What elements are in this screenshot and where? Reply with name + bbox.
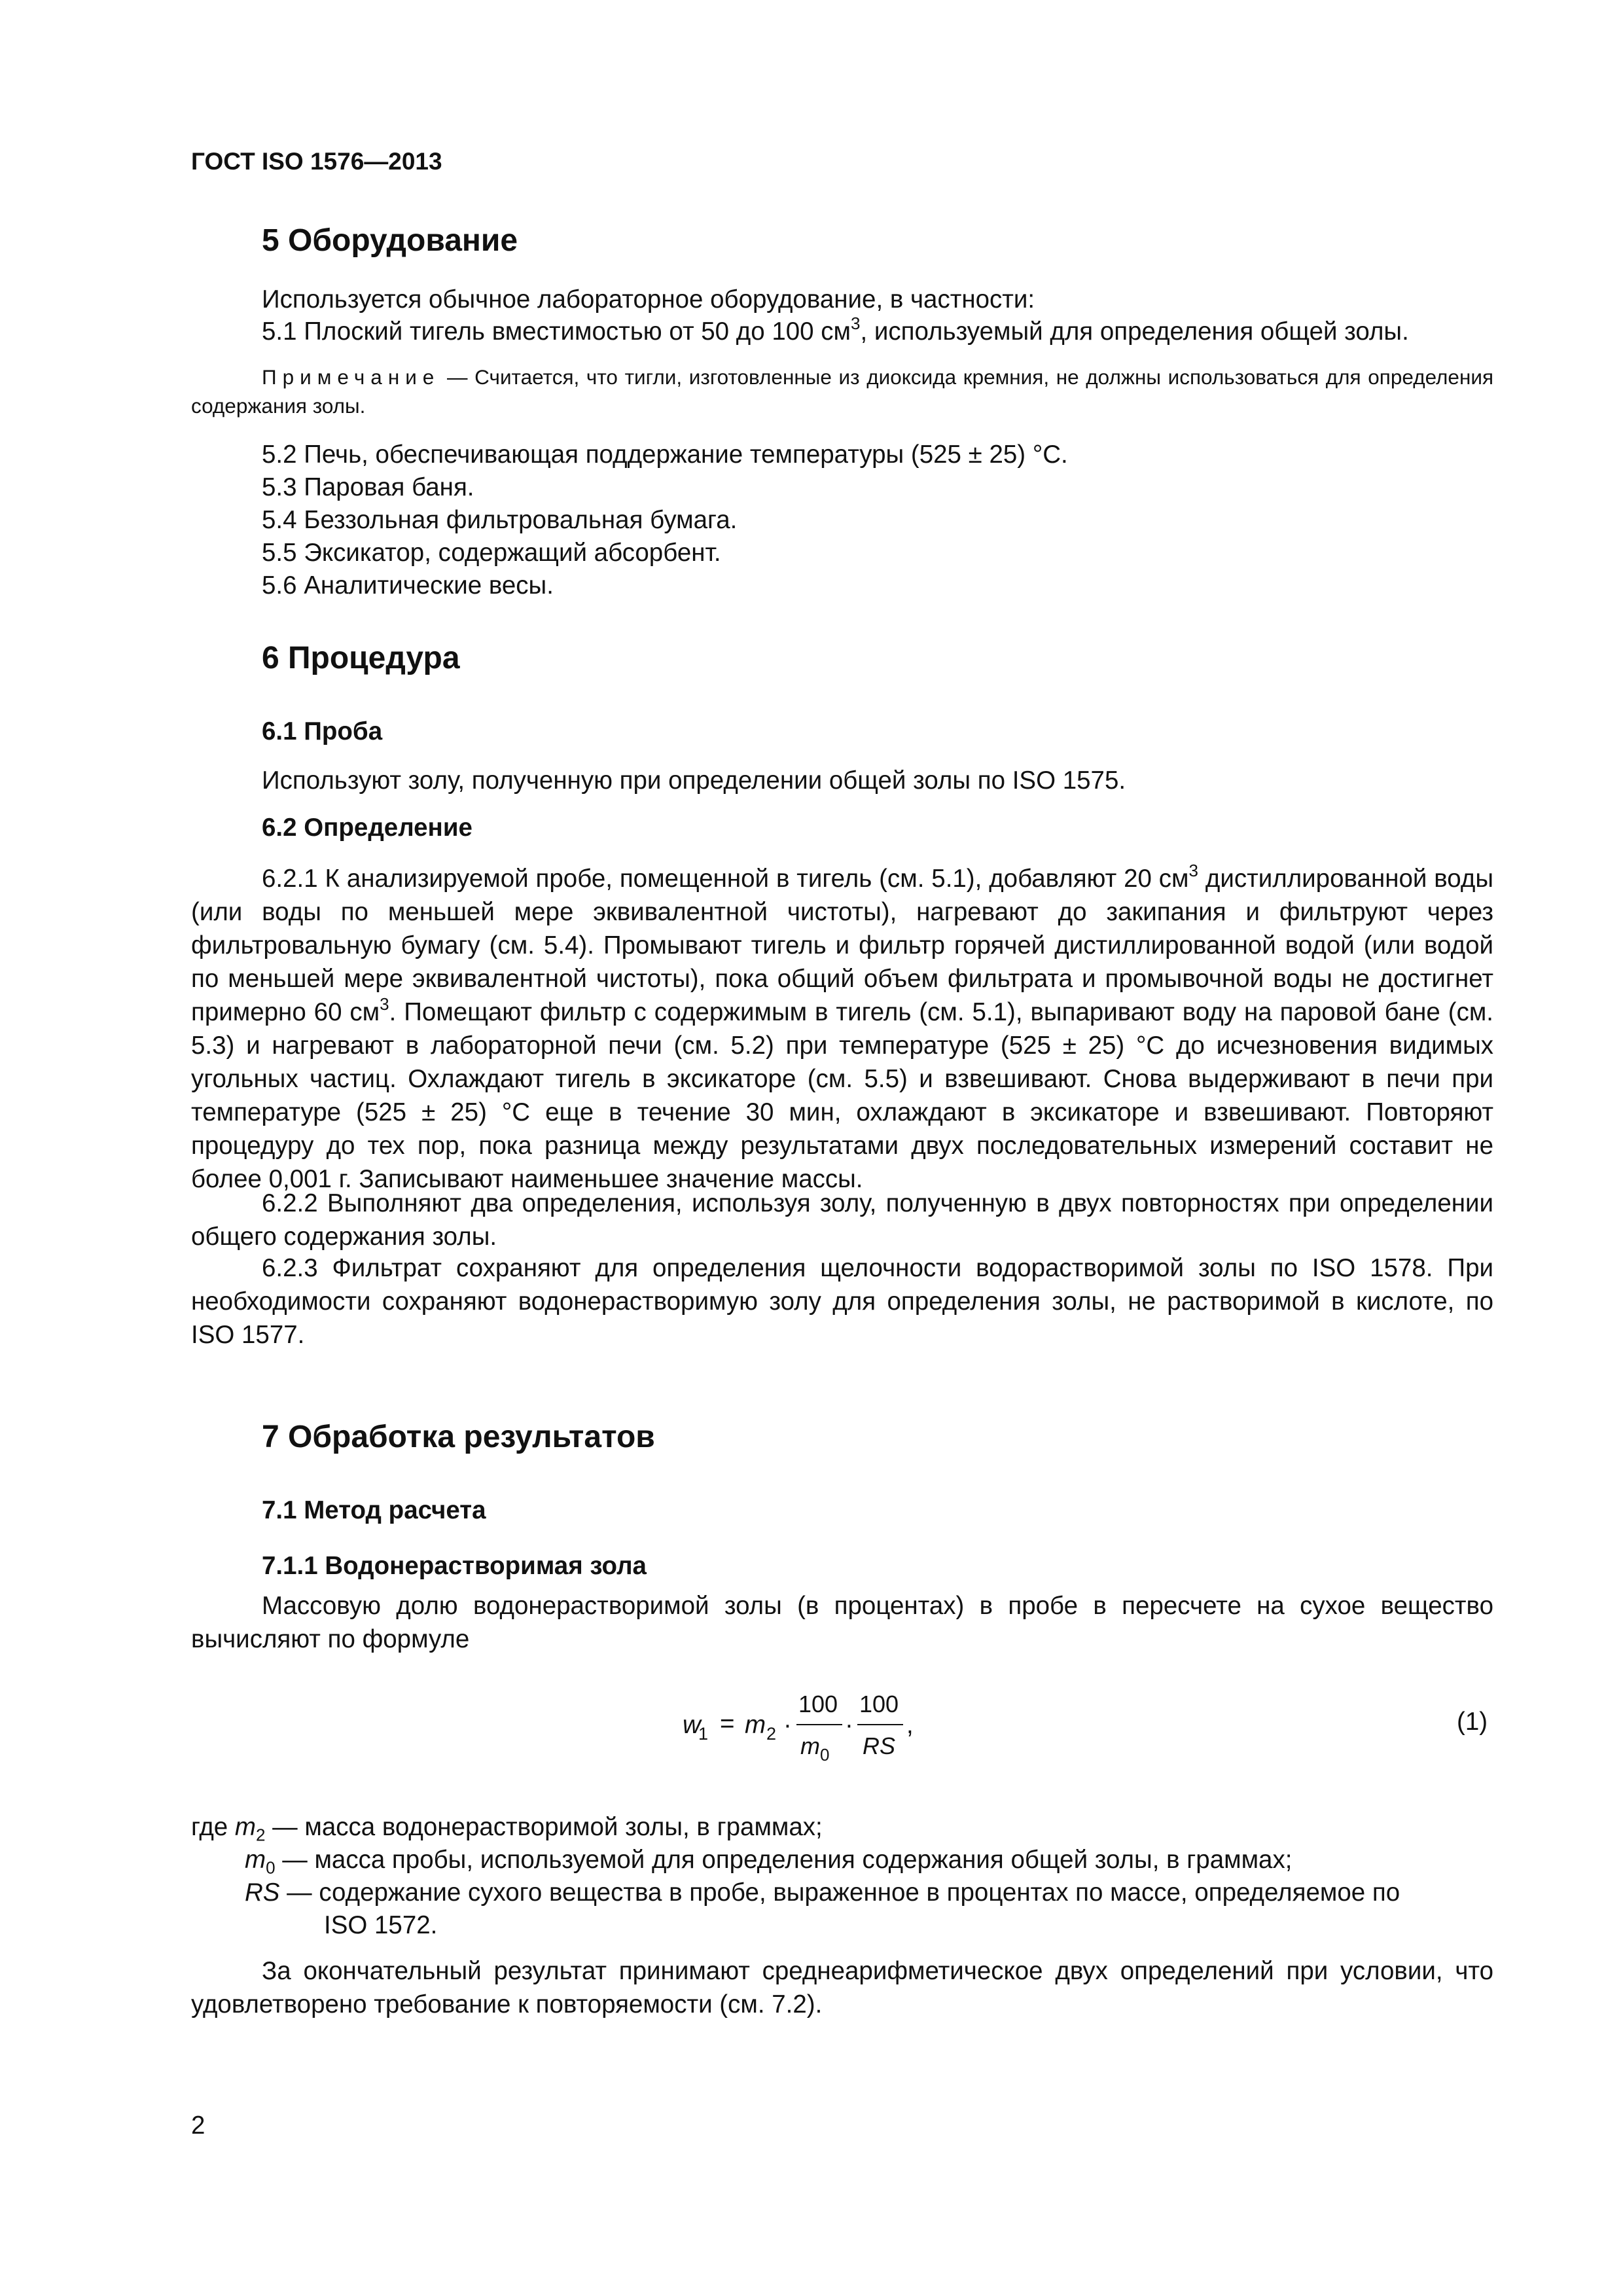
formula-comma: , bbox=[906, 1711, 914, 1739]
note-5-1: Примечание — Считается, что тигли, изготовленные из диоксида кремния, не должны использоваться для определения содержания золы. bbox=[191, 365, 1493, 418]
formula-1 bbox=[677, 1689, 926, 1774]
section-6-1-title: 6.1 Проба bbox=[262, 717, 383, 745]
formula-m0-sub: 0 bbox=[820, 1745, 830, 1765]
where-word: где bbox=[191, 1813, 228, 1841]
formula-m2: m bbox=[745, 1711, 766, 1739]
definition-m2: где $m_2$ — масса водонерастворимой золы, в граммах; bbox=[191, 1813, 823, 1845]
formula-num-2: 100 bbox=[859, 1691, 899, 1717]
document-code: ГОСТ ISO 1576—2013 bbox=[191, 148, 442, 175]
item-5-5: 5.5 Эксикатор, содержащий абсорбент. bbox=[262, 539, 721, 567]
formula-rs: RS bbox=[863, 1732, 896, 1759]
section-6-1-text: Используют золу, полученную при определении общей золы по ISO 1575. bbox=[262, 766, 1126, 795]
formula-dot-2: · bbox=[845, 1711, 853, 1739]
definition-m0: $m_0$ — масса пробы, используемой для определения содержания общей золы, в граммах; bbox=[245, 1846, 1293, 1878]
item-5-6: 5.6 Аналитические весы. bbox=[262, 571, 554, 600]
formula-w-sub: 1 bbox=[698, 1724, 709, 1744]
section-6-2-title: 6.2 Определение bbox=[262, 814, 473, 842]
final-result-paragraph: За окончательный результат принимают среднеарифметическое двух определений при условии, что удовлетворено требование к повторяемости (см. 7.2). bbox=[191, 1957, 1493, 2018]
item-5-2: 5.2 Печь, обеспечивающая поддержание температуры (525 ± 25) °С. bbox=[262, 440, 1068, 469]
item-5-4: 5.4 Беззольная фильтровальная бумага. bbox=[262, 506, 738, 534]
section-5-title: 5 Оборудование bbox=[262, 223, 518, 258]
definition-rs: RS — содержание сухого вещества в пробе, выраженное в процентах по массе, определяемое по bbox=[245, 1878, 1400, 1907]
formula-num-1: 100 bbox=[798, 1691, 838, 1717]
section-6-title: 6 Процедура bbox=[262, 641, 460, 675]
section-7-1-title: 7.1 Метод расчета bbox=[262, 1496, 486, 1524]
section-5-intro: Используется обычное лабораторное оборудование, в частности: bbox=[262, 285, 1035, 314]
formula-w: w bbox=[683, 1711, 701, 1739]
paragraph-6-2-3: 6.2.3 Фильтрат сохраняют для определения щелочности водорастворимой золы по ISO 1578. При необходимости сохраняют водонерастворимую золу для определения золы, не растворимой в кислоте, по ISO 1577. bbox=[191, 1254, 1493, 1349]
definition-rs-continued: ISO 1572. bbox=[324, 1911, 438, 1939]
page-number: 2 bbox=[191, 2111, 205, 2140]
formula-m0: m bbox=[800, 1732, 820, 1759]
item-5-1: 5.1 Плоский тигель вместимостью от 50 до 100 $см^3$, используемый для определения общей золы. bbox=[262, 314, 1409, 346]
formula-dot-1: · bbox=[783, 1711, 792, 1739]
section-7-1-1-title: 7.1.1 Водонерастворимая зола bbox=[262, 1552, 647, 1580]
fraction-bar-1 bbox=[796, 1724, 842, 1725]
item-5-3: 5.3 Паровая баня. bbox=[262, 473, 474, 501]
paragraph-6-2-1: 6.2.1 К анализируемой пробе, помещенной в тигель (см. 5.1), добавляют 20 $см^3$ дистиллированной воды (или воды по меньшей мере эквивалентной чистоты), нагревают до закипания и фильтруют через фильтровальную бумагу (см. 5.4). Промывают тигель и фильтр горячей дистиллированной водой (или водой по меньшей мере эквивалентной чистоты), пока общий объем фильтрата и промывочной воды не достигнет примерно 60 $см^3$. Помещают фильтр с содержимым в тигель (см. 5.1), выпаривают воду на паровой бане (см. 5.3) и нагревают в лабораторной печи (см. 5.2) при температуре (525 ± 25) °С до исчезновения видимых угольных частиц. Охлаждают тигель в эксикаторе (см. 5.5) и взвешивают. Снова выдерживают в печи при температуре (525 ± 25) °С еще в течение 30 мин, охлаждают в эксикаторе и взвешивают. Повторяют процедуру до тех пор, пока разница между результатами двух последовательных измерений составит не более 0,001 г. Записывают наименьшее значение массы. bbox=[191, 861, 1493, 1193]
formula-equals: = bbox=[720, 1710, 735, 1738]
formula-m2-sub: 2 bbox=[766, 1724, 777, 1744]
section-7-title: 7 Обработка результатов bbox=[262, 1420, 655, 1454]
paragraph-6-2-2: 6.2.2 Выполняют два определения, используя золу, полученную в двух повторностях при определении общего содержания золы. bbox=[191, 1189, 1493, 1251]
equation-number: (1) bbox=[1457, 1708, 1488, 1736]
section-7-1-1-intro: Массовую долю водонерастворимой золы (в процентах) в пробе в пересчете на сухое вещество вычисляют по формуле bbox=[191, 1592, 1493, 1653]
fraction-bar-2 bbox=[857, 1724, 903, 1725]
